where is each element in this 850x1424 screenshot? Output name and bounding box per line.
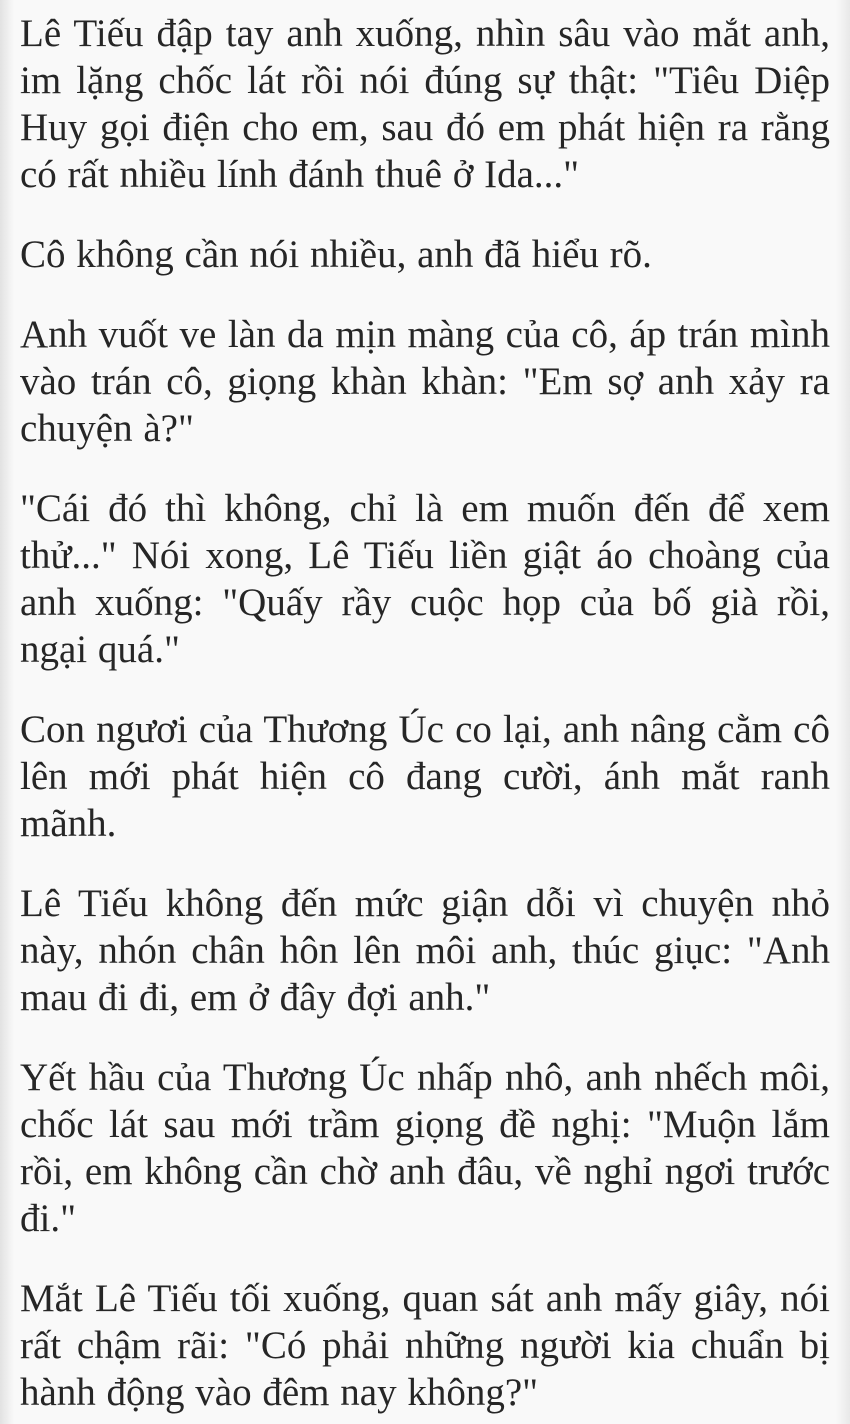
paragraph: Anh vuốt ve làn da mịn màng của cô, áp trán mình vào trán cô, giọng khàn khàn: "Em sợ anh xảy ra chuyện à?" bbox=[20, 313, 830, 450]
paragraph: Lê Tiếu đập tay anh xuống, nhìn sâu vào mắt anh, im lặng chốc lát rồi nói đúng sự thật: "Tiêu Diệp Huy gọi điện cho em, sau đó em phát hiện ra rằng có rất nhiều lính đánh thuê ở Ida..." bbox=[20, 12, 830, 196]
paragraph: "Cái đó thì không, chỉ là em muốn đến để xem thử..." Nói xong, Lê Tiếu liền giật áo choàng của anh xuống: "Quấy rầy cuộc họp của bố già rồi, ngại quá." bbox=[20, 487, 830, 671]
paragraph: Mắt Lê Tiếu tối xuống, quan sát anh mấy giây, nói rất chậm rãi: "Có phải những người kia chuẩn bị hành động vào đêm nay không?" bbox=[20, 1277, 830, 1414]
paragraph: Lê Tiếu không đến mức giận dỗi vì chuyện nhỏ này, nhón chân hôn lên môi anh, thúc giục: "Anh mau đi đi, em ở đây đợi anh." bbox=[20, 882, 830, 1019]
paragraph: Con ngươi của Thương Úc co lại, anh nâng cằm cô lên mới phát hiện cô đang cười, ánh mắt ranh mãnh. bbox=[20, 708, 830, 845]
paragraph: Yết hầu của Thương Úc nhấp nhô, anh nhếch môi, chốc lát sau mới trầm giọng đề nghị: "Muộn lắm rồi, em không cần chờ anh đâu, về nghỉ ngơi trước đi." bbox=[20, 1056, 830, 1240]
paragraph: Cô không cần nói nhiều, anh đã hiểu rõ. bbox=[20, 233, 652, 276]
